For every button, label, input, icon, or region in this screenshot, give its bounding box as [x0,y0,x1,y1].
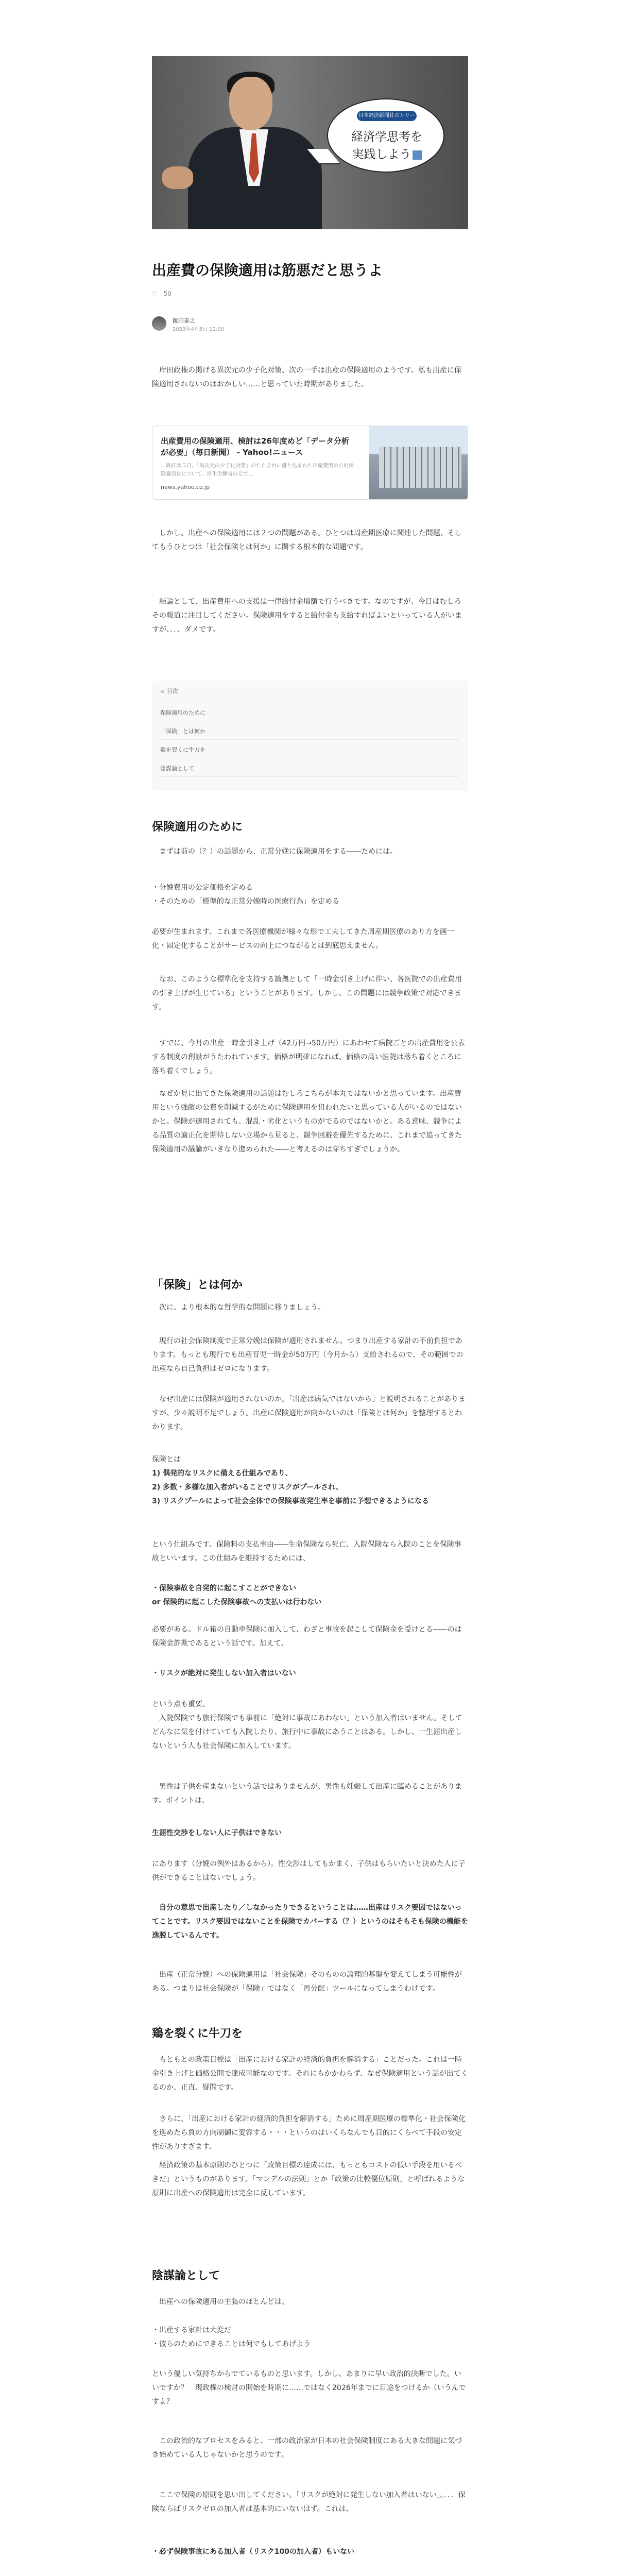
toc-item[interactable]: 陰謀論として [160,764,459,777]
paragraph: 保険とは [152,1455,181,1464]
list-item: ・保険事故を自発的に起こすことができない [152,1584,296,1592]
paragraph: 必要が生まれます。これまで各医療機関が様々な形で工夫してきた周産期医療のあり方を画一化・固定化することがサービスの向上につながるとは到底思えません。 [152,928,454,950]
link-card-url: news.yahoo.co.jp [161,484,210,490]
speech-bubble [327,98,444,173]
paragraph: ここで保険の原則を思い出してください。「リスクが絶対に発生しない加入者はいない」。．．．保険ならばリスクゼロの加入者は基本的にいないはず。これは、 [152,2491,466,2513]
toc-item[interactable]: 保険適用のために [160,708,459,721]
bubble-line-2-text: 実践しよう [352,148,411,161]
toc-heading-text: 目次 [166,688,178,694]
person-hand [162,166,193,189]
building-image [379,447,461,488]
link-card-description: …政府は５日、「異次元の少子化対策」のたたき台に盛り込まれた出産費用の公的保険適用化について、厚生労働省の元で… [161,463,354,477]
list-item: ・出産する家計は大変だ [152,2326,231,2334]
person-head [229,77,272,130]
section-heading: 鶏を裂くに牛刀を [152,2027,243,2040]
paragraph: 次に、より根本的な哲学的な問題に移りましょう。 [152,1303,325,1312]
section-heading: 「保険」とは何か [152,1279,243,1292]
list-item: 1) 偶発的なリスクに備える仕組みであり、 [152,1469,293,1478]
bubble-line-2 [344,145,430,162]
paragraph: 必要がある。ドル箱の自動車保険に加入して、わざと事故を起こして保険金を受けとる――のは保険金詐欺であるという話です。加えて、 [152,1625,462,1648]
paragraph: 結論として、出産費用への支援は一律給付金増額で行うべきです。なのですが、今日はむしろその報道に注目してください。保険適用をすると給付金も支給すればよいといっている人がいますが、．．．ダメです。 [152,598,462,634]
paragraph: という点も重要。 [152,1700,210,1708]
paragraph: まずは前の（？）の話題から、正常分娩に保険適用をする――ためには。 [152,848,397,856]
paragraph: 経済政策の基本原則のひとつに「政策目標の達成には、もっともコストの低い手段を用いるべきだ」というものがあります。「マンデルの法則」とか「政策の比較優位原則」と呼ばれるような原則に出産への保険適用は完全に反しています。 [152,2161,465,2197]
paragraph: という優しい気持ちからでているものと思います。しかし、あまりに早い政治的決断でした。いいですか？ 現政権の検討の開始を時期に……ではなく2026年までに目途をつけるか（いうんですよ？ [152,2370,466,2406]
paragraph: 出産への保険適用の主張のほとんどは、 [152,2298,289,2306]
toc-item[interactable]: 「保険」とは何か [160,727,459,740]
publish-date: 2023年4月5日 12:00 [173,327,225,332]
list-item: ・そのための「標準的な正常分娩時の医療行為」を定める [152,897,339,906]
intro-paragraph: 岸田政権の掲げる異次元の少子化対策、次の一手は出産の保険適用のようです。私も出産に保険適用されないのはおかしい……と思っていた時期がありました。 [152,366,461,388]
author-row[interactable] [152,314,468,335]
toc-item[interactable]: 鶏を裂くに牛刀を [160,745,459,758]
paragraph: なぜか見に出てきた保険適用の話題はむしろこちらが本丸ではないかと思っています。出産費用という強敵の公費を削減するがために保険適用を狙われたいと思っている人がいるのではないかと。保険が適用されても、混乱・劣化というものがでるのではないかと。ある意味、競争による品質の適正化を期待しない立場から見ると、競争回避を優先するために、これまで追ってきた保険適用の議論がいきなり進められた――と考えるのは穿ちすぎでしょうか。 [152,1090,462,1154]
heart-icon[interactable]: ♡ [152,290,158,297]
link-card-title[interactable]: 出産費用の保険適用、検討は26年度めど「データ分析が必要」（毎日新聞） - Yahoo!ニュース [161,436,349,457]
paragraph: 現行の社会保険制度で正常分娩は保険が適用されません。つまり出産する家計の不前負担であります。もっとも現行でも出産育児一時金が50万円（今月から）支給されるので、その範囲での出産なら自己負担はゼロになります。 [152,1337,464,1373]
paragraph: しかし、出産への保険適用には２つの問題がある。ひとつは周産期医療に関連した問題、そしてもうひとつは「社会保険とは何か」に関する根本的な問題です。 [152,529,462,551]
paragraph: なぜ出産には保険が適用されないのか。「出産は病気ではないから」と説明されることがありますが、少々説明不足でしょう。出産に保険適用が向かないのは「保険とは何か」を整理するとわかります。 [152,1395,466,1431]
paragraph: 自分の意思で出産したり／しなかったりできるということは……出産はリスク要因ではないってことです。リスク要因ではないことを保険でカバーする（？）というのはそもそも保険の機能を逸脱しているんです。 [152,1904,468,1940]
paragraph: さらに、「出産における家計の経済的負担を解消する」ために周産期医療の標準化・社会保険化を進めたら負の方向制御に変容する・・・というのはいくらなんでも目的にくらべて手段の安定性がありすぎます。 [152,2115,466,2151]
paragraph [152,2573,468,2576]
series-tag: 日本経済新聞社のシリーズ [357,111,417,121]
list-item: ・必ず保険事故にある加入者（リスク100の加入者）もいない [152,2548,354,2556]
hero-image [152,56,468,229]
list-item: ・リスクが絶対に発生しない加入者はいない [152,1669,296,1677]
list-item: 3) リスクプールによって社会全体での保険事故発生率を事前に予想できるようになる [152,1497,430,1505]
paragraph: 出産（正常分娩）への保険適用は「社会保険」そのものの論理的基盤を変えてしまう可能性がある。つまりは社会保険が「保険」ではなく「再分配」ツールになってしまうわけです。 [152,1971,462,1993]
paragraph: もともとの政策目標は「出産における家計の経済的負担を解消する」ことだった。これは一時金引き上げと価格公開で達成可能なのです。それにもかかわらず、なぜ保険適用という話が出てくるのか、正直、疑問です。 [152,2056,468,2092]
like-count: 50 [163,290,171,297]
paragraph: なお、このような標準化を支持する論拠として「一時金引き上げに伴い、各医院での出産費用の引き上げが生じている」ということがあります。しかし、この問題には競争政策で対応できます。 [152,975,462,1011]
paragraph: 男性は子供を産まないという話ではありませんが、男性も妊娠して出産に臨めることがあります。ポイントは、 [152,1783,462,1805]
like-row[interactable] [152,290,468,297]
bubble-line-1: 経済学思考を [351,130,422,144]
toc-heading: ≡ 目次 [160,688,178,694]
paragraph: にあります（分娩の例外はあるから）。性交渉はしてもかまく、子供はもらいたいと決めた人に子供ができることはないでしょう。 [152,1860,466,1882]
section-heading: 陰謀論として [152,2269,220,2282]
square-icon [413,150,422,160]
section-heading: 保険適用のために [152,821,243,834]
list-item: 2) 多数・多様な加入者がいることでリスクがプールされ、 [152,1483,343,1492]
avatar[interactable] [152,316,166,331]
table-of-contents [152,681,468,791]
paragraph: 生涯性交渉をしない人に子供はできない [152,1829,282,1837]
list-item: ・彼らのためにできることは何でもしてあげよう [152,2340,311,2348]
paragraph: 入院保険でも旅行保険でも事前に「絶対に事故にあわない」という加入者はいません。そしてどんなに気を付けていても入院したり、旅行中に事故にあうことはある。しかし、一生涯出産しないという人も社会保険に加入しています。 [152,1714,462,1750]
list-item: ・分娩費用の公定価格を定める [152,884,253,892]
list-item: or 保険的に起こした保険事故への支払いは行わない [152,1598,322,1606]
paragraph: すでに、今月の出産一時金引き上げ（42万円→50万円）にあわせて病院ごとの出産費用を公表する制度の創設がうたわれています。価格が明確になれば、価格の高い医院は落ち着くところに落ち着くでしょう。 [152,1039,465,1075]
paragraph: という仕組みです。保険料の支払事由――生命保険なら死亡、入院保険なら入院のことを保険事故といいます。この仕組みを維持するためには、 [152,1540,461,1563]
link-card-thumbnail [369,426,468,500]
article-title: 出産費の保険適用は筋悪だと思うよ [152,262,383,279]
paragraph: この政治的なプロセスをみると、一部の政治家が日本の社会保険制度にある大きな問題に気づき始めている人じゃないかと思うのです。 [152,2437,462,2459]
author-name[interactable]: 飯田泰之 [173,317,195,324]
link-card[interactable] [152,426,468,500]
